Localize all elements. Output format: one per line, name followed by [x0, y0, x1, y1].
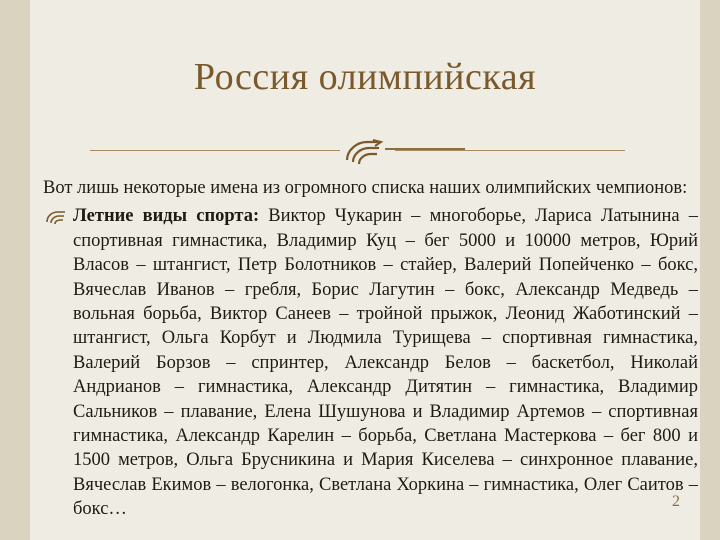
bullet-label: Летние виды спорта: [73, 206, 260, 227]
slide-title: Россия олимпийская [193, 56, 537, 98]
divider-line-left [90, 150, 340, 151]
intro-text: Вот лишь некоторые имена из огромного списка наших олимпийских чемпионов: [43, 178, 688, 198]
bullet-body: Виктор Чукарин – многоборье, Лариса Латынина – спортивная гимнастика, Владимир Куц – бег 5000 и 10000 метров, Юрий Власов – штангист, Петр Болотников – стайер, Валерий Попейченко – бокс, Вячеслав Иванов – гребля, Борис Лагутин – бокс, Александр Медведь – вольная борьба, Виктор Санеев – тройной прыжок, Леонид Жаботинский – штангист, Ольга Корбут и Людмила Турищева – спортивная гимнастика, Валерий Борзов – спринтер, Александр Белов – баскетбол, Николай Андрианов – гимнастика, Александр Дитятин – гимнастика, Владимир Сальников – плавание, Елена Шушунова и Владимир Артемов – спортивная гимнастика, Александр Карелин – борьба, Светлана Мастеркова – бег 800 и 1500 метров, Ольга Брусникина и Мария Киселева – синхронное плавание, Вячеслав Екимов – велогонка, Светлана Хоркина – гимнастика, Олег Саитов – бокс… [73, 206, 698, 520]
slide-body [43, 176, 698, 522]
page-number: 2 [672, 493, 680, 510]
list-item [43, 204, 698, 521]
scroll-bullet-icon [45, 209, 67, 225]
divider-accent [385, 148, 465, 150]
bullet-paragraph [73, 204, 698, 521]
scroll-ornament-icon [343, 136, 385, 166]
divider-line-right [395, 150, 625, 151]
